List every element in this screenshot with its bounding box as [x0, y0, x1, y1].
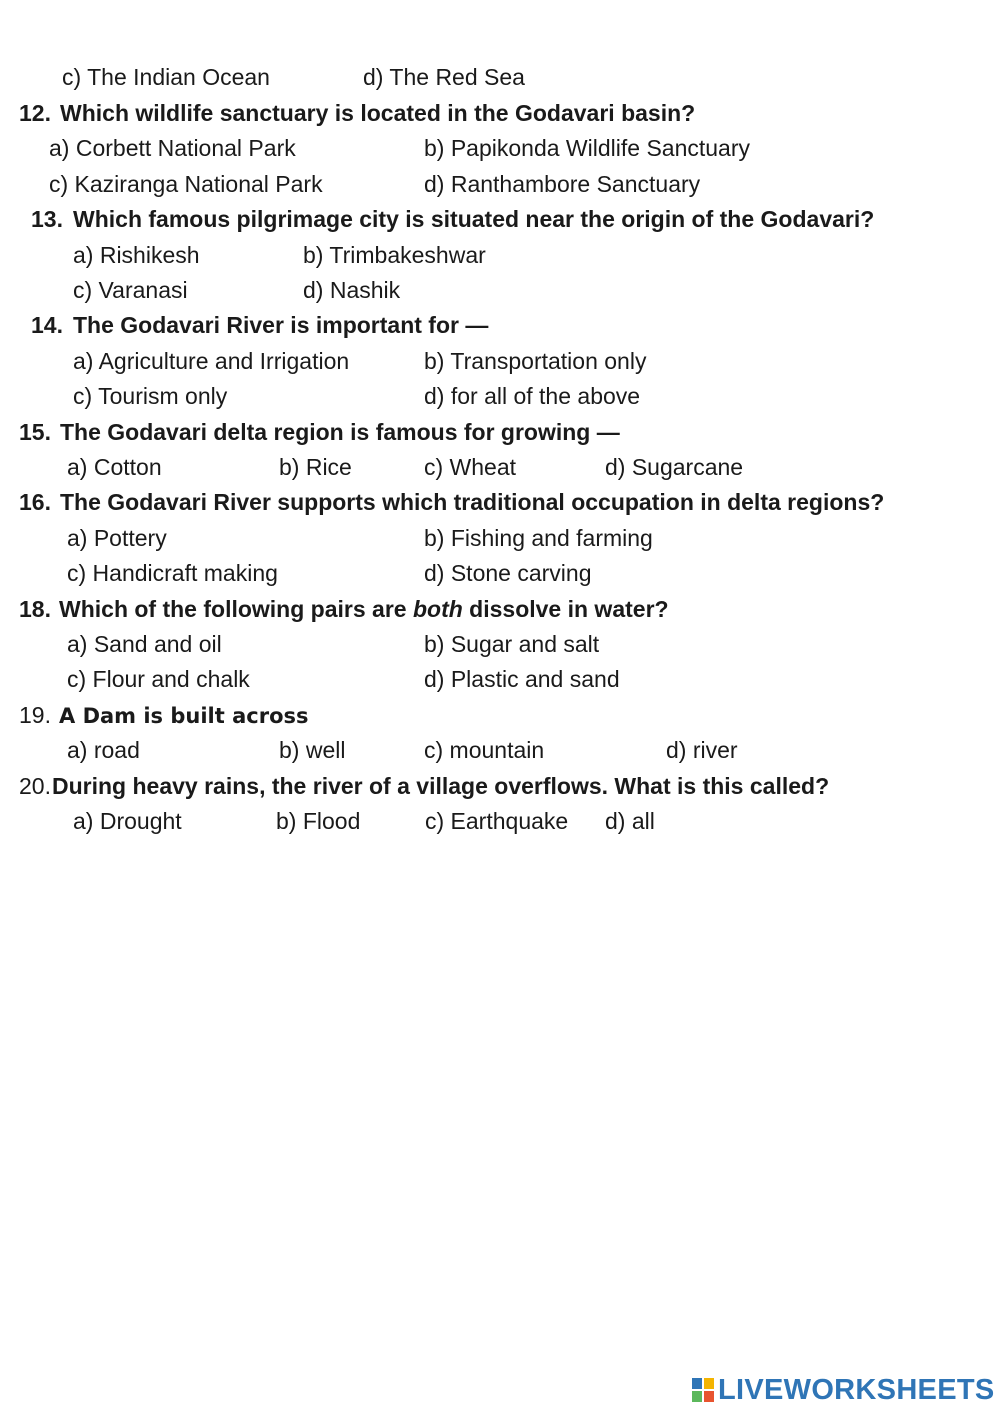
option-d: d) Nashik: [303, 277, 401, 303]
option-b: b) well: [279, 737, 346, 763]
option-d: d) Ranthambore Sanctuary: [424, 171, 701, 197]
option-c: c) Varanasi: [73, 277, 188, 303]
option-b: b) Papikonda Wildlife Sanctuary: [424, 135, 750, 161]
question-number: 15.: [19, 419, 51, 445]
question-number: 16.: [19, 489, 51, 515]
option-c: c) Handicraft making: [67, 560, 278, 586]
liveworksheets-logo-icon: [692, 1378, 714, 1402]
option-a: a) road: [67, 737, 140, 763]
question-text: The Godavari River supports which traditional occupation in delta regions?: [60, 489, 885, 515]
question-number: 12.: [19, 100, 51, 126]
question-text: Which famous pilgrimage city is situated near the origin of the Godavari?: [73, 206, 875, 232]
question-text: Which of the following pairs are both dissolve in water?: [59, 596, 669, 622]
option-c: c) Wheat: [424, 454, 517, 480]
option-d: d) for all of the above: [424, 383, 641, 409]
option-d: d) Plastic and sand: [424, 666, 620, 692]
option-d: d) Sugarcane: [605, 454, 744, 480]
option-c: c) Tourism only: [73, 383, 228, 409]
option-c: c) Flour and chalk: [67, 666, 250, 692]
question-text: During heavy rains, the river of a village overflows. What is this called?: [52, 773, 830, 799]
option-b: b) Fishing and farming: [424, 525, 653, 551]
option-a: a) Drought: [73, 808, 182, 834]
option-a: a) Sand and oil: [67, 631, 222, 657]
question-number: 14.: [31, 312, 63, 338]
option-a: a) Pottery: [67, 525, 167, 551]
question-number: 19.: [19, 702, 51, 728]
option-d: d) river: [666, 737, 738, 763]
option-b: b) Transportation only: [424, 348, 647, 374]
option-b: b) Sugar and salt: [424, 631, 600, 657]
option-d: d) Stone carving: [424, 560, 592, 586]
question-number: 13.: [31, 206, 63, 232]
option-b: b) Rice: [279, 454, 352, 480]
option-b: b) Trimbakeshwar: [303, 242, 486, 268]
question-number: 18.: [19, 596, 51, 622]
option-c: c) The Indian Ocean: [62, 64, 270, 90]
option-d: d) The Red Sea: [363, 64, 525, 90]
option-c: c) mountain: [424, 737, 545, 763]
question-text: The Godavari delta region is famous for growing —: [60, 419, 620, 445]
option-a: a) Rishikesh: [73, 242, 200, 268]
option-c: c) Earthquake: [425, 808, 569, 834]
option-d: d) all: [605, 808, 655, 834]
question-text: The Godavari River is important for —: [73, 312, 489, 338]
option-a: a) Corbett National Park: [49, 135, 296, 161]
logo-text: LIVEWORKSHEETS: [718, 1374, 995, 1406]
question-number: 20.: [19, 773, 51, 799]
option-a: a) Agriculture and Irrigation: [73, 348, 350, 374]
question-text: Which wildlife sanctuary is located in the Godavari basin?: [60, 100, 696, 126]
option-a: a) Cotton: [67, 454, 162, 480]
question-text: A Dam is built across: [59, 704, 309, 728]
option-c: c) Kaziranga National Park: [49, 171, 323, 197]
option-b: b) Flood: [276, 808, 361, 834]
